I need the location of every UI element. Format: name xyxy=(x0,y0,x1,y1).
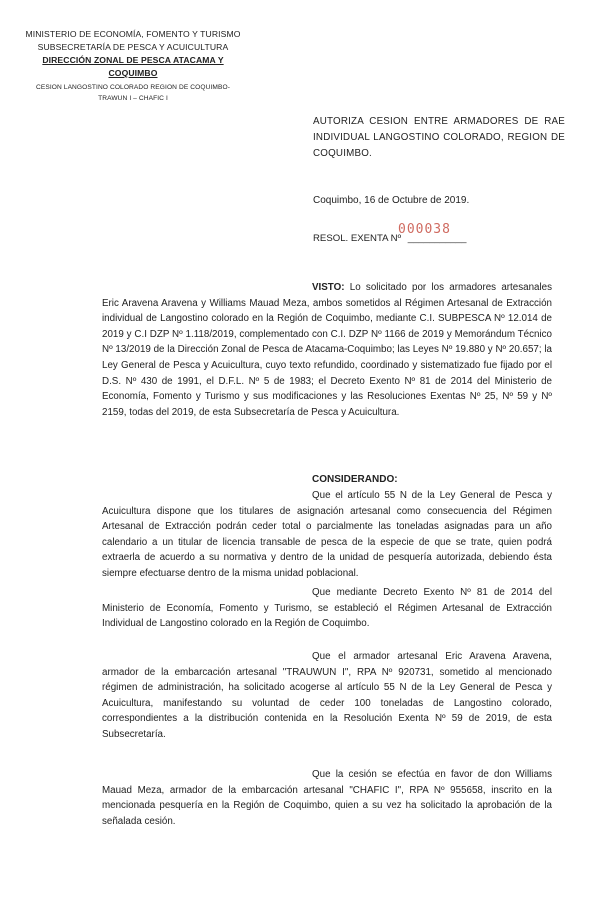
visto-text: Lo solicitado por los armadores artesanales Eric Aravena Aravena y Williams Mauad Meza, ambos sometidos al Régimen Artesanal de Extracción individual de Langostino colorado en la Región de Coquimbo, mediante C.I. SUBPESCA Nº 12.014 de 2019 y C.I DZP Nº 1.118/2019, complementado con C.I. DZP Nº 1166 de 2019 y Memorándum Técnico Nº 13/2019 de la Dirección Zonal de Pesca de Atacama-Coquimbo; las Leyes Nº 19.880 y Nº 20.657; la Ley General de Pesca y Acuicultura, cuyo texto refundido, coordinado y sistematizado fue fijado por el D.S. Nº 430 de 1991, el D.F.L. Nº 5 de 1983; el Decreto Exento Nº 81 de 2014 del Ministerio de Economía, Fomento y Turismo y sus modificaciones y las Resoluciones Exentas Nº 25, Nº 59 y Nº 2159, todas del 2019, de esta Subsecretaría de Pesca y Acuicultura. xyxy=(102,282,552,418)
file-reference-line2: TRAWUN I – CHAFIC I xyxy=(98,95,168,102)
paragraph-text: Que el artículo 55 N de la Ley General de Pesca y Acuicultura dispone que los titulares de asignación artesanal como consecuencia del Régimen Artesanal de Extracción podrán ceder total o parcialmente las toneladas asignadas para un año calendario a un titular de licencia transable de pesca de la especie de que se trate, quien podrá extraerla de acuerdo a su normativa y dentro de la unidad de pesquería autorizada, debiendo ésta siempre efectuarse dentro de la misma unidad poblacional. xyxy=(102,490,552,579)
ministry-name: MINISTERIO DE ECONOMÍA, FOMENTO Y TURISMO xyxy=(25,29,241,39)
visto-paragraph xyxy=(102,280,552,420)
resolution-number-line xyxy=(313,222,467,244)
considerando-paragraph-3 xyxy=(102,649,552,743)
considerando-heading: CONSIDERANDO: xyxy=(312,474,398,485)
considerando-paragraph-4 xyxy=(102,767,552,829)
paragraph-text: Que mediante Decreto Exento Nº 81 de 2014 del Ministerio de Economía, Fomento y Turismo, se estableció el Régimen Artesanal de Extracción Individual de Langostino colorado en la Región de Coquimbo. xyxy=(102,587,552,630)
resolution-blank-line: ___________ xyxy=(407,233,467,244)
resolution-label: RESOL. EXENTA Nº xyxy=(313,233,402,244)
file-reference xyxy=(22,82,244,104)
considerando-paragraph-2 xyxy=(102,585,552,632)
file-reference-line1: CESION LANGOSTINO COLORADO REGION DE COQUIMBO- xyxy=(35,84,230,91)
visto-heading: VISTO: xyxy=(312,282,345,293)
letterhead xyxy=(22,28,244,104)
paragraph-text: Que el armador artesanal Eric Aravena Aravena, armador de la embarcación artesanal "TRAUWUN I", RPA Nº 920731, sometido al mencionado régimen de administración, ha solicitado acogerse al artículo 55 N de la Ley General de Pesca y Acuicultura, manifestando su voluntad de ceder 100 toneladas de Langostino colorado, correspondientes a la distribución contenida en la Resolución Exenta Nº 59 de 2019, de esta Subsecretaría. xyxy=(102,651,552,740)
considerando-paragraph-1 xyxy=(102,488,552,582)
resolution-title: AUTORIZA CESION ENTRE ARMADORES DE RAE INDIVIDUAL LANGOSTINO COLORADO, REGION DE COQUIMBO. xyxy=(313,116,565,159)
zonal-direction-name: DIRECCIÓN ZONAL DE PESCA ATACAMA Y COQUIMBO xyxy=(42,55,224,78)
resolution-date: Coquimbo, 16 de Octubre de 2019. xyxy=(313,195,470,206)
paragraph-text: Que la cesión se efectúa en favor de don Williams Mauad Meza, armador de la embarcación artesanal "CHAFIC I", RPA Nº 955658, inscrito en la mencionada pesquería en la Región de Coquimbo, quien a su vez ha solicitado la aprobación de la señalada cesión. xyxy=(102,769,552,827)
resolution-number-stamp: 000038 xyxy=(398,222,451,237)
subsecretariat-name: SUBSECRETARÍA DE PESCA Y ACUICULTURA xyxy=(37,42,229,52)
